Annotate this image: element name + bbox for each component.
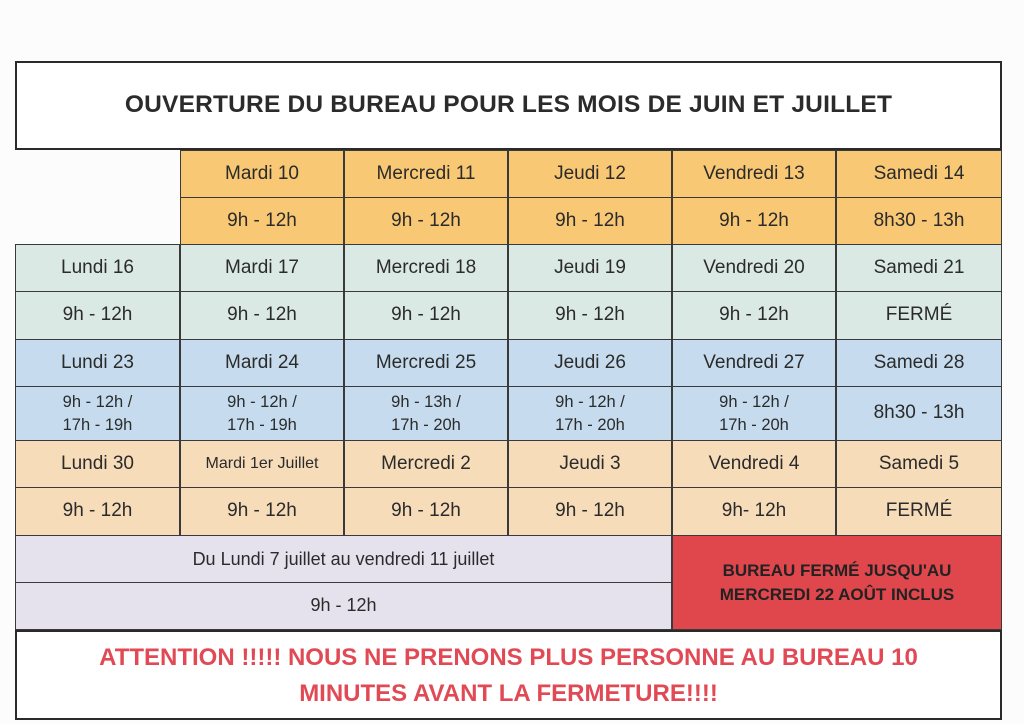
day-cell: Samedi 14 bbox=[836, 150, 1002, 198]
hours-cell: 9h - 12h bbox=[180, 487, 344, 536]
hours-line: 17h - 20h bbox=[719, 415, 789, 434]
closed-notice-line: BUREAU FERMÉ JUSQU'AU bbox=[722, 560, 952, 580]
attention-line: MINUTES AVANT LA FERMETURE!!!! bbox=[299, 680, 718, 707]
day-cell: Mercredi 11 bbox=[344, 150, 508, 198]
july-week-label: Du Lundi 7 juillet au vendredi 11 juillet bbox=[15, 535, 672, 583]
hours-cell: 9h - 12h bbox=[344, 197, 508, 245]
hours-cell-closed: FERMÉ bbox=[836, 291, 1002, 340]
hours-line: 9h - 12h / bbox=[719, 393, 789, 412]
day-cell: Mardi 10 bbox=[180, 150, 344, 198]
day-cell: Samedi 28 bbox=[836, 339, 1002, 387]
day-cell: Jeudi 12 bbox=[508, 150, 672, 198]
hours-cell: 9h - 12h bbox=[15, 291, 180, 340]
day-cell: Lundi 30 bbox=[15, 440, 180, 488]
day-cell: Lundi 23 bbox=[15, 339, 180, 387]
hours-cell bbox=[180, 386, 344, 441]
title-box bbox=[15, 61, 1002, 150]
hours-cell: 8h30 - 13h bbox=[836, 197, 1002, 245]
day-cell: Samedi 5 bbox=[836, 440, 1002, 488]
day-cell: Mercredi 2 bbox=[344, 440, 508, 488]
day-cell: Mercredi 18 bbox=[344, 244, 508, 292]
hours-line: 17h - 20h bbox=[555, 415, 625, 434]
day-cell: Vendredi 20 bbox=[672, 244, 836, 292]
hours-cell: 9h - 12h bbox=[180, 291, 344, 340]
hours-cell bbox=[508, 386, 672, 441]
day-cell: Vendredi 13 bbox=[672, 150, 836, 198]
day-cell: Jeudi 19 bbox=[508, 244, 672, 292]
attention-box bbox=[15, 630, 1002, 720]
day-cell: Mardi 1er Juillet bbox=[180, 440, 344, 488]
day-cell: Lundi 16 bbox=[15, 244, 180, 292]
hours-cell bbox=[672, 386, 836, 441]
day-cell: Vendredi 27 bbox=[672, 339, 836, 387]
hours-cell: 9h - 12h bbox=[672, 197, 836, 245]
day-cell: Mardi 17 bbox=[180, 244, 344, 292]
hours-cell: 9h - 12h bbox=[508, 291, 672, 340]
day-cell: Jeudi 3 bbox=[508, 440, 672, 488]
july-week-hours: 9h - 12h bbox=[15, 582, 672, 630]
hours-line: 17h - 19h bbox=[62, 415, 133, 434]
hours-cell: 9h- 12h bbox=[672, 487, 836, 536]
hours-line: 17h - 19h bbox=[227, 415, 297, 434]
hours-line: 9h - 12h / bbox=[555, 393, 625, 412]
hours-cell: 9h - 12h bbox=[508, 487, 672, 536]
hours-line: 17h - 20h bbox=[391, 415, 461, 434]
closed-notice bbox=[672, 535, 1002, 630]
hours-cell: 9h - 12h bbox=[15, 487, 180, 536]
hours-cell-closed: FERMÉ bbox=[836, 487, 1002, 536]
page-title: OUVERTURE DU BUREAU POUR LES MOIS DE JUIN ET JUILLET bbox=[124, 91, 893, 118]
closed-notice-line: MERCREDI 22 AOÛT INCLUS bbox=[719, 584, 955, 604]
hours-cell bbox=[344, 386, 508, 441]
day-cell: Samedi 21 bbox=[836, 244, 1002, 292]
day-cell: Jeudi 26 bbox=[508, 339, 672, 387]
hours-line: 9h - 12h / bbox=[227, 393, 297, 412]
day-cell: Vendredi 4 bbox=[672, 440, 836, 488]
hours-cell bbox=[15, 386, 180, 441]
attention-line: ATTENTION !!!!! NOUS NE PRENONS PLUS PERSONNE AU BUREAU 10 bbox=[99, 644, 918, 671]
hours-cell: 9h - 12h bbox=[344, 291, 508, 340]
hours-cell: 9h - 12h bbox=[672, 291, 836, 340]
hours-cell: 9h - 12h bbox=[180, 197, 344, 245]
hours-line: 9h - 13h / bbox=[391, 393, 461, 412]
hours-cell: 9h - 12h bbox=[344, 487, 508, 536]
day-cell: Mardi 24 bbox=[180, 339, 344, 387]
attention-message bbox=[37, 640, 980, 712]
hours-cell: 9h - 12h bbox=[508, 197, 672, 245]
day-cell: Mercredi 25 bbox=[344, 339, 508, 387]
hours-line: 9h - 12h / bbox=[62, 393, 133, 412]
hours-cell: 8h30 - 13h bbox=[836, 386, 1002, 441]
